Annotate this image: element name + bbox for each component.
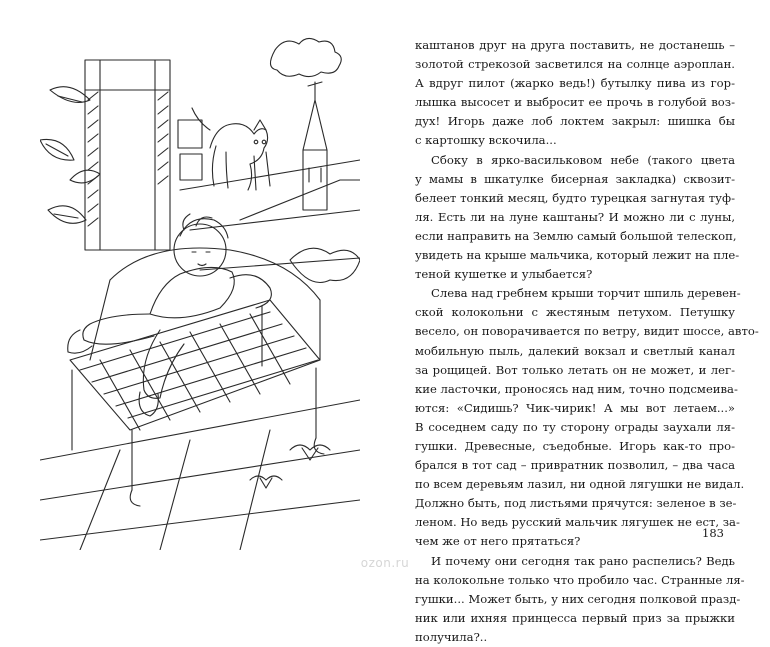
text-line: В соседнем саду по ту сторону ограды заухали ля- [415, 419, 735, 434]
text-line: ются: «Сидишь? Чик-чирик! А мы вот летаем...» [415, 400, 735, 415]
text-line: гушки. Древесные, съедобные. Игорь как-то про- [415, 438, 735, 453]
text-line: ской колокольни с жестяным петухом. Петушку [415, 305, 735, 320]
text-line: теной кушетке и улыбается? [415, 267, 593, 282]
text-line: увидеть на крыше мальчика, который лежит на пле- [415, 248, 740, 263]
text-line: чем же от него прятаться? [415, 534, 581, 549]
text-line: А вдруг пилот (жарко ведь!) бутылку пива из гор- [415, 76, 735, 91]
left-page [0, 0, 385, 578]
text-line: Слева над гребнем крыши торчит шпиль деревен- [431, 286, 741, 301]
text-line: золотой стрекозой засветился на солнце аэроплан. [415, 57, 735, 72]
text-line: брался в тот сад – привратник позволил, – два часа [415, 458, 735, 473]
text-line: весело, он поворачивается по ветру, видит шоссе, авто- [415, 324, 759, 339]
text-line: ля. Есть ли на луне каштаны? И можно ли с луны, [415, 209, 735, 224]
text-line: белеет тонкий месяц, будто турецкая загнутая туф- [415, 190, 735, 205]
text-line: получила?.. [415, 629, 488, 644]
text-line: гушки... Может быть, у них сегодня полковой празд- [415, 591, 741, 606]
text-line: мобильную пыль, далекий вокзал и светлый канал [415, 343, 735, 358]
text-line: у мамы в шкатулке бисерная закладка) сквозит- [415, 171, 735, 186]
text-line: И почему они сегодня так рано распелись? Ведь [431, 553, 735, 568]
text-line: каштанов друг на друга поставить, не достанешь – [415, 38, 735, 52]
text-line: дух! Игорь даже лоб локтем закрыл: шишка бы [415, 114, 735, 129]
text-line: с картошку вскочила... [415, 133, 557, 148]
text-line: Сбоку в ярко-васильковом небе (такого цвета [431, 152, 735, 167]
text-line: лышка высосет и выбросит ее прочь в голубой воз- [415, 95, 735, 110]
text-line: кие ласточки, проносясь над ним, точно подсмеива- [415, 381, 738, 396]
text-line: ник или ихняя принцесса первый приз за прыжки [415, 610, 735, 625]
text-line: на колокольне только что пробило час. Странные ля- [415, 572, 745, 587]
text-line: Должно быть, под листьями прячутся: зеленое в зе- [415, 496, 737, 511]
page-number: 183 [702, 526, 724, 540]
boy-on-roof-illustration [40, 30, 360, 550]
text-line: за рощицей. Вот только летать он не может, и лег- [415, 362, 735, 377]
text-line: леном. Но ведь русский мальчик лягушек не ест, за- [415, 515, 740, 530]
right-page [385, 0, 770, 644]
text-line: по всем деревьям лазил, ни одной лягушки не видал. [415, 477, 745, 492]
text-line: если направить на Землю самый большой телескоп, [415, 228, 737, 243]
watermark: ozon.ru [360, 556, 410, 570]
